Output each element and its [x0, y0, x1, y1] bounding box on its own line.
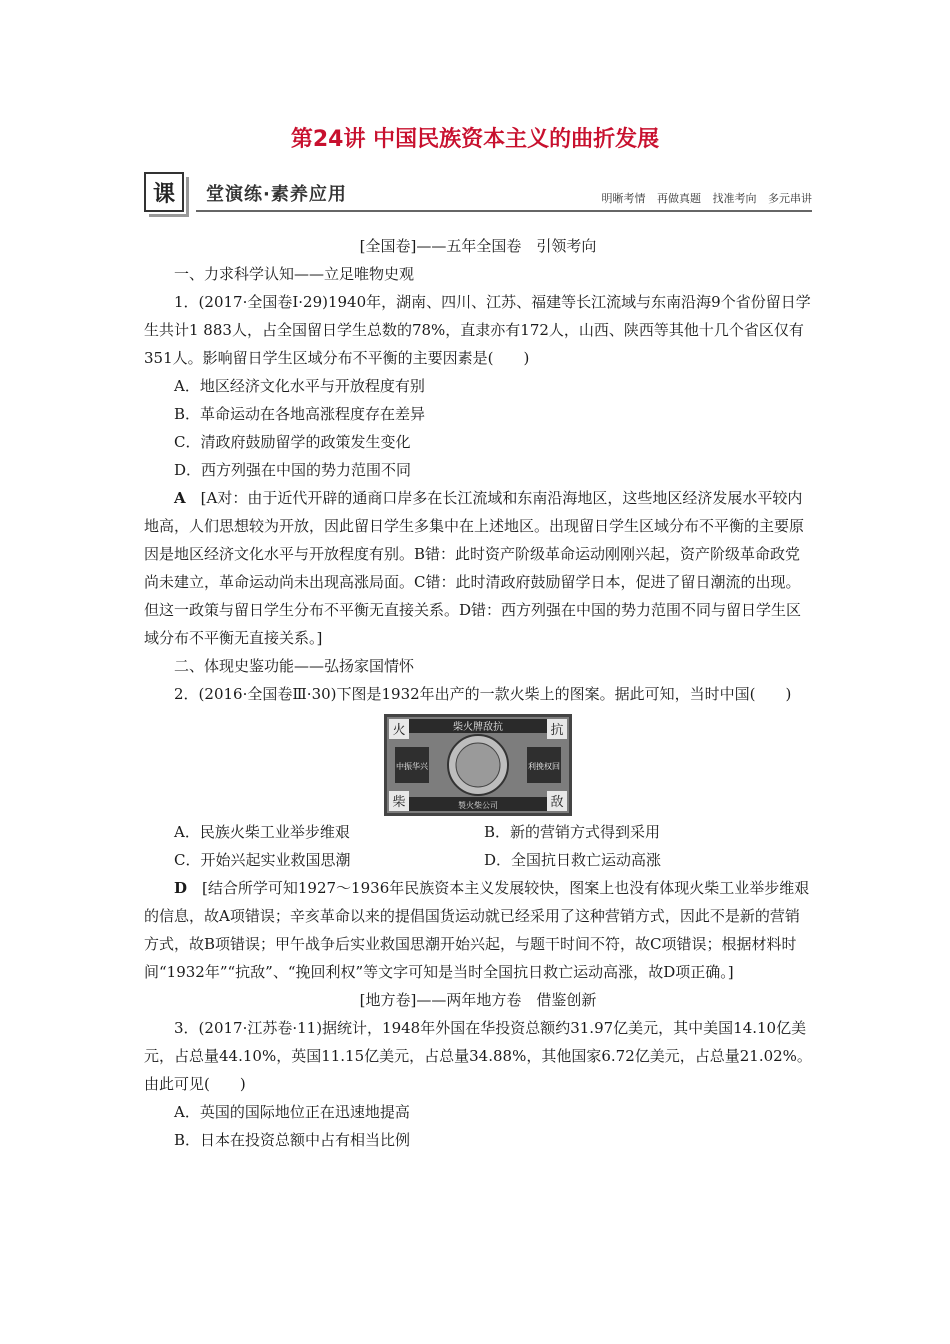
q2-explanation: [结合所学可知1927～1936年民族资本主义发展较快，图案上也没有体现火柴工业举步维艰的信息，故A项错误；辛亥革命以来的提倡国货运动就已经采用了这种营销方式，因此不是新的营销方式，故B项错误；甲午战争后实业救国思潮开始兴起，与题干时间不符，故C项错误；根据材料时间“1932年”“抗敌”、“挽回利权”等文字可知是当时全国抗日救亡运动高涨，故D项正确。]: [144, 879, 810, 981]
matchbox-corner-tl: 火: [392, 723, 406, 738]
q2-option-a: A．民族火柴工业举步维艰: [174, 823, 350, 841]
matchbox-right-text: 利挽权回: [528, 762, 560, 771]
part2-heading: 二、体现史鉴功能——弘扬家国情怀: [174, 657, 415, 675]
section-title: 堂演练·素养应用: [206, 184, 347, 205]
section-divider: [196, 210, 812, 212]
section-bar: [144, 172, 812, 216]
q2-options-row-2: [144, 846, 812, 874]
matchbox-top-text: 柴火牌敌抗: [453, 722, 503, 733]
q1-option-b: B．革命运动在各地高涨程度存在差异: [174, 405, 426, 423]
q1-option-a: A．地区经济文化水平与开放程度有别: [174, 377, 425, 395]
q3-stem: 3．(2017·江苏卷·11)据统计，1948年外国在华投资总额约31.97亿美元，其中美国14.10亿美元，占总量44.10%，英国11.15亿美元，占总量34.88%，其他国家6.72亿美元，占总量21.02%。由此可见( ): [144, 1019, 812, 1093]
main-content: [144, 232, 812, 1154]
page-title: 第24讲 中国民族资本主义的曲折发展: [290, 127, 660, 152]
matchbox-figure: [144, 714, 812, 816]
matchbox-corner-bl: 柴: [392, 795, 406, 810]
q1-answer: A: [174, 489, 186, 507]
matchbox-corner-tr: 抗: [550, 723, 564, 738]
q2-option-d: D．全国抗日救亡运动高涨: [484, 851, 662, 869]
q2-answer-block: [144, 874, 812, 986]
q3-option-b: B．日本在投资总额中占有相当比例: [174, 1131, 411, 1149]
matchbox-label-svg: [387, 717, 569, 813]
matchbox-bottom-text: 製火柴公司: [458, 801, 498, 810]
q2-option-c: C．开始兴起实业救国思潮: [174, 851, 351, 869]
section-badge: 课: [144, 172, 184, 212]
local-header: [地方卷]——两年地方卷 借鉴创新: [359, 991, 597, 1009]
q3-option-a: A．英国的国际地位正在迅速地提高: [174, 1103, 410, 1121]
q2-options-row-1: [144, 818, 812, 846]
q2-option-b: B．新的营销方式得到采用: [484, 823, 661, 841]
q1-explanation: [A对：由于近代开辟的通商口岸多在长江流域和东南沿海地区，这些地区经济发展水平较内地高，人们思想较为开放，因此留日学生多集中在上述地区。出现留日学生区域分布不平衡的主要原因是地区经济文化水平与开放程度有别。B错：此时资产阶级革命运动刚刚兴起，资产阶级革命政党尚未建立，革命运动尚未出现高涨局面。C错：此时清政府鼓励留学日本，促进了留日潮流的出现。但这一政策与留日学生分布不平衡无直接关系。D错：西方列强在中国的势力范围不同与留日学生区域分布不平衡无直接关系。]: [144, 489, 805, 647]
matchbox-corner-br: 敌: [550, 795, 564, 810]
q1-stem: 1．(2017·全国卷Ⅰ·29)1940年，湖南、四川、江苏、福建等长江流域与东南沿海9个省份留日学生共计1 883人，占全国留日学生总数的78%，直隶亦有172人，山西、陕西等其他十几个省区仅有351人。影响留日学生区域分布不平衡的主要因素是( ): [144, 293, 811, 367]
section-tags: 明晰考情 再做真题 找准考向 多元串讲: [601, 192, 812, 205]
part1-heading: 一、力求科学认知——立足唯物史观: [174, 265, 415, 283]
matchbox-label-image: [384, 714, 572, 816]
q1-option-d: D．西方列强在中国的势力范围不同: [174, 461, 412, 479]
national-header: [全国卷]——五年全国卷 引领考向: [359, 237, 597, 255]
q1-option-c: C．清政府鼓励留学的政策发生变化: [174, 433, 411, 451]
q2-stem: 2．(2016·全国卷Ⅲ·30)下图是1932年出产的一款火柴上的图案。据此可知，当时中国( ): [174, 685, 792, 703]
q1-answer-block: [144, 484, 812, 652]
matchbox-left-text: 中振华兴: [396, 762, 428, 771]
q2-answer: D: [174, 879, 188, 897]
